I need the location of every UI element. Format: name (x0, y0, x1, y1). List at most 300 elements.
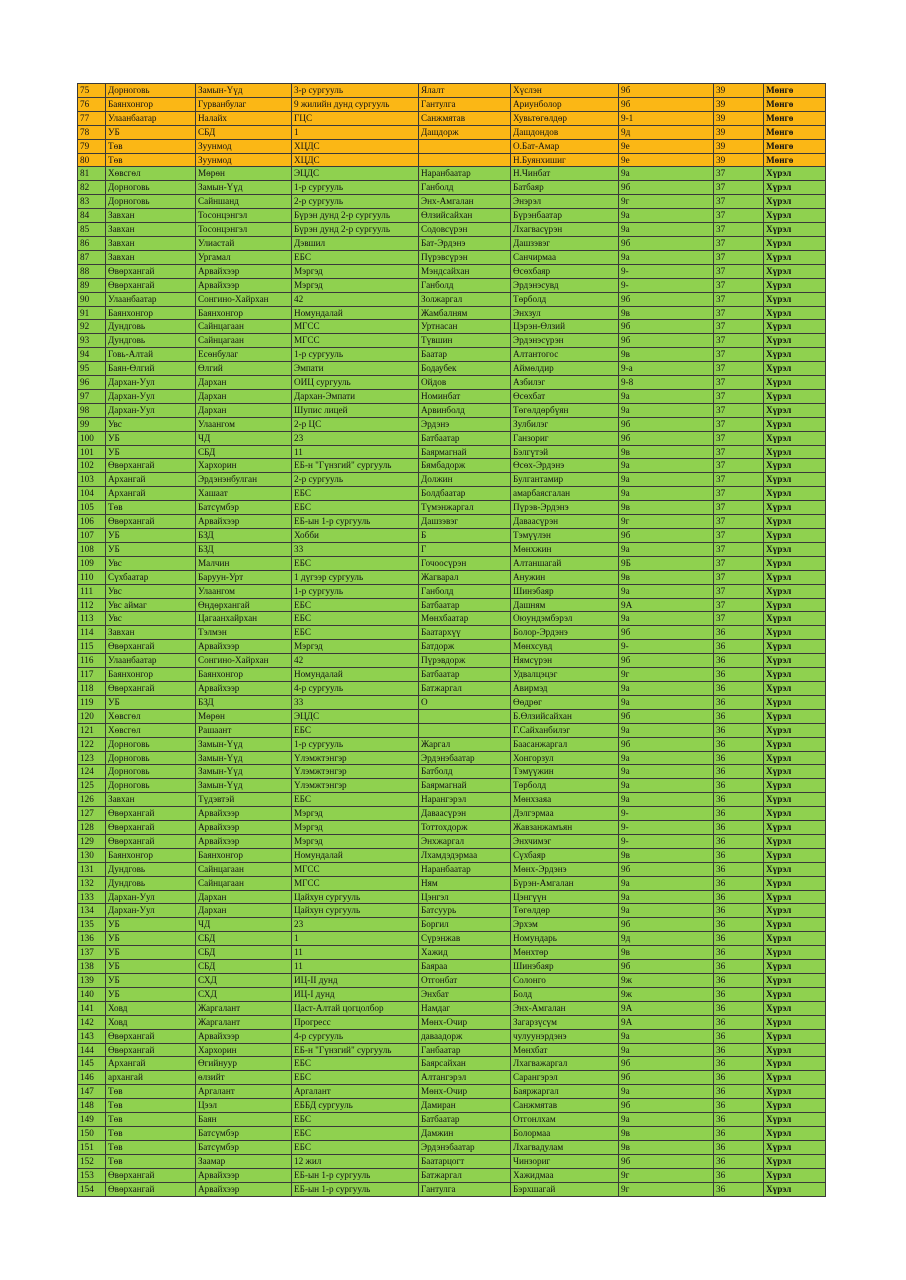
class-cell: 9б (619, 709, 714, 723)
score-cell: 36 (714, 834, 764, 848)
school-cell: 1-р сургууль (292, 181, 419, 195)
table-row (78, 84, 826, 98)
score-cell: 37 (714, 236, 764, 250)
class-cell: 9- (619, 834, 714, 848)
score-cell: 36 (714, 974, 764, 988)
school-cell: ЕБ-ын 1-р сургууль (292, 1168, 419, 1182)
province-cell: УБ (106, 946, 196, 960)
medal-cell: Хүрэл (764, 890, 826, 904)
student-name-cell: Бэлгүтэй (511, 445, 619, 459)
medal-cell: Хүрэл (764, 848, 826, 862)
student-name-cell: Дашням (511, 598, 619, 612)
father-name-cell: Дамиран (419, 1099, 511, 1113)
medal-cell: Мөнгө (764, 139, 826, 153)
rank-cell: 115 (78, 640, 106, 654)
province-cell: Өвөрхангай (106, 807, 196, 821)
father-name-cell: Эрдэнэ (419, 417, 511, 431)
rank-cell: 123 (78, 751, 106, 765)
class-cell: 9б (619, 1071, 714, 1085)
student-name-cell: Алтантогос (511, 348, 619, 362)
school-cell: Мэргэд (292, 821, 419, 835)
class-cell: 9в (619, 348, 714, 362)
student-name-cell: Аймөлдир (511, 362, 619, 376)
father-name-cell: Баатарцогт (419, 1154, 511, 1168)
province-cell: Архангай (106, 487, 196, 501)
rank-cell: 114 (78, 626, 106, 640)
medal-cell: Хүрэл (764, 1168, 826, 1182)
score-cell: 36 (714, 807, 764, 821)
class-cell: 9в (619, 445, 714, 459)
father-name-cell: Баатар (419, 348, 511, 362)
school-cell: Мэргэд (292, 264, 419, 278)
province-cell: Дорноговь (106, 181, 196, 195)
medal-cell: Хүрэл (764, 529, 826, 543)
district-cell: СХД (196, 987, 292, 1001)
province-cell: Завхан (106, 223, 196, 237)
score-cell: 37 (714, 431, 764, 445)
rank-cell: 152 (78, 1154, 106, 1168)
score-cell: 36 (714, 918, 764, 932)
school-cell: ЕБС (292, 1057, 419, 1071)
province-cell: УБ (106, 542, 196, 556)
class-cell: 9б (619, 529, 714, 543)
school-cell: МГСС (292, 334, 419, 348)
table-row (78, 876, 826, 890)
school-cell: 11 (292, 960, 419, 974)
father-name-cell: Гантулга (419, 97, 511, 111)
table-row (78, 417, 826, 431)
father-name-cell: даваадорж (419, 1029, 511, 1043)
district-cell: Арвайхээр (196, 834, 292, 848)
province-cell: Увс (106, 556, 196, 570)
rank-cell: 137 (78, 946, 106, 960)
father-name-cell: Батбаатар (419, 598, 511, 612)
table-row (78, 167, 826, 181)
table-row (78, 209, 826, 223)
school-cell: Мэргэд (292, 807, 419, 821)
class-cell: 9- (619, 264, 714, 278)
medal-cell: Хүрэл (764, 236, 826, 250)
rank-cell: 125 (78, 779, 106, 793)
student-name-cell: Пүрэв-Эрдэнэ (511, 501, 619, 515)
table-row (78, 306, 826, 320)
district-cell: Хархорин (196, 459, 292, 473)
rank-cell: 87 (78, 250, 106, 264)
table-row (78, 751, 826, 765)
rank-cell: 75 (78, 84, 106, 98)
school-cell: Номундалай (292, 668, 419, 682)
score-cell: 36 (714, 1043, 764, 1057)
student-name-cell: Эрдэнэсүрэн (511, 334, 619, 348)
rank-cell: 117 (78, 668, 106, 682)
province-cell: Өвөрхангай (106, 515, 196, 529)
class-cell: 9а (619, 1085, 714, 1099)
student-name-cell: Төрболд (511, 292, 619, 306)
class-cell: 9б (619, 737, 714, 751)
rank-cell: 92 (78, 320, 106, 334)
table-row (78, 1099, 826, 1113)
rank-cell: 93 (78, 334, 106, 348)
school-cell: 23 (292, 918, 419, 932)
medal-cell: Хүрэл (764, 654, 826, 668)
district-cell: Замын-Үүд (196, 751, 292, 765)
father-name-cell: Пүрэвдорж (419, 654, 511, 668)
medal-cell: Хүрэл (764, 223, 826, 237)
score-cell: 36 (714, 932, 764, 946)
father-name-cell: Даваасүрэн (419, 807, 511, 821)
district-cell: Жаргалант (196, 1015, 292, 1029)
medal-cell: Хүрэл (764, 946, 826, 960)
score-cell: 37 (714, 334, 764, 348)
class-cell: 9б (619, 292, 714, 306)
student-name-cell: Цэнгүүн (511, 890, 619, 904)
table-row (78, 153, 826, 167)
medal-cell: Хүрэл (764, 278, 826, 292)
table-row (78, 974, 826, 988)
school-cell: Цаст-Алтай цогцолбор (292, 1001, 419, 1015)
score-cell: 36 (714, 1071, 764, 1085)
medal-cell: Хүрэл (764, 1140, 826, 1154)
rank-cell: 79 (78, 139, 106, 153)
class-cell: 9в (619, 946, 714, 960)
table-row (78, 904, 826, 918)
table-row (78, 807, 826, 821)
class-cell: 9а (619, 167, 714, 181)
table-row (78, 862, 826, 876)
father-name-cell: Содовсүрэн (419, 223, 511, 237)
score-cell: 37 (714, 612, 764, 626)
table-row (78, 320, 826, 334)
student-name-cell: Баяржаргал (511, 1085, 619, 1099)
district-cell: Арвайхээр (196, 640, 292, 654)
father-name-cell: Энх-Амгалан (419, 195, 511, 209)
school-cell: Хобби (292, 529, 419, 543)
student-name-cell: Төгөлдөрбүян (511, 403, 619, 417)
father-name-cell: Пүрэвсүрэн (419, 250, 511, 264)
class-cell: 9А (619, 1015, 714, 1029)
school-cell: Эмпати (292, 362, 419, 376)
school-cell: ЕБС (292, 1140, 419, 1154)
table-row (78, 1168, 826, 1182)
district-cell: Улаангом (196, 584, 292, 598)
province-cell: Баян-Өлгий (106, 362, 196, 376)
district-cell: Өндөрхангай (196, 598, 292, 612)
medal-cell: Хүрэл (764, 1126, 826, 1140)
province-cell: Өвөрхангай (106, 834, 196, 848)
father-name-cell: Лхамдэдэрмаа (419, 848, 511, 862)
district-cell: Дархан (196, 890, 292, 904)
district-cell: Дархан (196, 403, 292, 417)
father-name-cell: Эрдэнэбаатар (419, 1140, 511, 1154)
medal-cell: Хүрэл (764, 904, 826, 918)
student-name-cell: Өсөхбат (511, 389, 619, 403)
rank-cell: 89 (78, 278, 106, 292)
medal-cell: Мөнгө (764, 125, 826, 139)
rank-cell: 110 (78, 570, 106, 584)
district-cell: Эрдэнэнбулган (196, 473, 292, 487)
province-cell: Дорноговь (106, 195, 196, 209)
rank-cell: 88 (78, 264, 106, 278)
student-name-cell: Болормаа (511, 1126, 619, 1140)
table-row (78, 431, 826, 445)
province-cell: Архангай (106, 1057, 196, 1071)
medal-cell: Хүрэл (764, 737, 826, 751)
father-name-cell: Дашзэвэг (419, 515, 511, 529)
class-cell: 9а (619, 250, 714, 264)
table-row (78, 848, 826, 862)
district-cell: Есөнбулаг (196, 348, 292, 362)
province-cell: УБ (106, 960, 196, 974)
medal-cell: Мөнгө (764, 97, 826, 111)
class-cell: 9в (619, 306, 714, 320)
score-cell: 36 (714, 821, 764, 835)
score-cell: 37 (714, 181, 764, 195)
class-cell: 9- (619, 278, 714, 292)
rank-cell: 78 (78, 125, 106, 139)
score-cell: 36 (714, 862, 764, 876)
rank-cell: 111 (78, 584, 106, 598)
medal-cell: Хүрэл (764, 292, 826, 306)
class-cell: 9а (619, 223, 714, 237)
table-row (78, 278, 826, 292)
school-cell: МГСС (292, 876, 419, 890)
district-cell: Хашаат (196, 487, 292, 501)
score-cell: 37 (714, 542, 764, 556)
class-cell: 9а (619, 876, 714, 890)
class-cell: 9б (619, 626, 714, 640)
score-cell: 39 (714, 97, 764, 111)
student-name-cell: Энэрэл (511, 195, 619, 209)
school-cell: Мэргэд (292, 278, 419, 292)
rank-cell: 113 (78, 612, 106, 626)
table-row (78, 556, 826, 570)
school-cell: Бүрэн дунд 2-р сургууль (292, 223, 419, 237)
student-name-cell: Бэрхшагай (511, 1182, 619, 1196)
father-name-cell: Мэндсайхан (419, 264, 511, 278)
district-cell: Рашаант (196, 723, 292, 737)
class-cell: 9- (619, 821, 714, 835)
class-cell: 9б (619, 431, 714, 445)
district-cell: Мөрөн (196, 167, 292, 181)
student-name-cell: Лхагвасүрэн (511, 223, 619, 237)
province-cell: Өвөрхангай (106, 681, 196, 695)
class-cell: 9а (619, 904, 714, 918)
class-cell: 9-8 (619, 376, 714, 390)
class-cell: 9г (619, 1182, 714, 1196)
medal-cell: Хүрэл (764, 389, 826, 403)
district-cell: Малчин (196, 556, 292, 570)
father-name-cell: Энхжаргал (419, 834, 511, 848)
medal-cell: Хүрэл (764, 1015, 826, 1029)
medal-cell: Хүрэл (764, 932, 826, 946)
medal-cell: Хүрэл (764, 584, 826, 598)
score-cell: 37 (714, 376, 764, 390)
province-cell: Төв (106, 153, 196, 167)
province-cell: Дорноговь (106, 751, 196, 765)
score-cell: 36 (714, 876, 764, 890)
father-name-cell: Номинбат (419, 389, 511, 403)
table-row (78, 542, 826, 556)
student-name-cell: Батбаяр (511, 181, 619, 195)
student-name-cell: Мөнхтөр (511, 946, 619, 960)
father-name-cell: Мөнхбаатар (419, 612, 511, 626)
district-cell: өлзийт (196, 1071, 292, 1085)
class-cell: 9- (619, 807, 714, 821)
rank-cell: 153 (78, 1168, 106, 1182)
table-row (78, 737, 826, 751)
class-cell: 9А (619, 598, 714, 612)
score-cell: 37 (714, 167, 764, 181)
table-row (78, 139, 826, 153)
school-cell: ЭЦДС (292, 167, 419, 181)
province-cell: Дорноговь (106, 84, 196, 98)
class-cell: 9а (619, 890, 714, 904)
province-cell: Өвөрхангай (106, 1029, 196, 1043)
province-cell: УБ (106, 431, 196, 445)
student-name-cell: Сарангэрэл (511, 1071, 619, 1085)
rank-cell: 120 (78, 709, 106, 723)
medal-cell: Хүрэл (764, 348, 826, 362)
province-cell: Дархан-Уул (106, 389, 196, 403)
class-cell: 9б (619, 84, 714, 98)
father-name-cell: Бямбадорж (419, 459, 511, 473)
table-row (78, 1029, 826, 1043)
student-name-cell: Лхагвадулам (511, 1140, 619, 1154)
school-cell: Номундалай (292, 848, 419, 862)
student-name-cell: Өсөхбаяр (511, 264, 619, 278)
score-cell: 37 (714, 320, 764, 334)
province-cell: Увс (106, 417, 196, 431)
results-table (77, 83, 826, 1197)
rank-cell: 109 (78, 556, 106, 570)
medal-cell: Хүрэл (764, 681, 826, 695)
district-cell: Баруун-Урт (196, 570, 292, 584)
school-cell: ЕБ-н "Гүнзгий" сургууль (292, 459, 419, 473)
student-name-cell: Г.Сайханбилэг (511, 723, 619, 737)
student-name-cell: Тэмүүлэн (511, 529, 619, 543)
district-cell: Баянхонгор (196, 306, 292, 320)
student-name-cell: чулуунэрдэнэ (511, 1029, 619, 1043)
father-name-cell: Жамбалням (419, 306, 511, 320)
class-cell: 9д (619, 125, 714, 139)
province-cell: Ховд (106, 1015, 196, 1029)
medal-cell: Хүрэл (764, 821, 826, 835)
school-cell: 1-р сургууль (292, 348, 419, 362)
province-cell: Баянхонгор (106, 97, 196, 111)
student-name-cell: Баасанжаргал (511, 737, 619, 751)
medal-cell: Хүрэл (764, 445, 826, 459)
class-cell: 9в (619, 848, 714, 862)
school-cell: ЕБС (292, 626, 419, 640)
school-cell: 11 (292, 946, 419, 960)
class-cell: 9а (619, 1113, 714, 1127)
score-cell: 36 (714, 1113, 764, 1127)
father-name-cell: Ойдов (419, 376, 511, 390)
district-cell: Сайнцагаан (196, 334, 292, 348)
province-cell: УБ (106, 125, 196, 139)
district-cell: СХД (196, 974, 292, 988)
table-row (78, 765, 826, 779)
table-row (78, 668, 826, 682)
province-cell: Завхан (106, 209, 196, 223)
district-cell: Арвайхээр (196, 264, 292, 278)
student-name-cell: Дашзэвэг (511, 236, 619, 250)
school-cell: ЭЦДС (292, 709, 419, 723)
student-name-cell: Мөнхбат (511, 1043, 619, 1057)
class-cell: 9а (619, 681, 714, 695)
student-name-cell: Өөдрөг (511, 695, 619, 709)
rank-cell: 132 (78, 876, 106, 890)
medal-cell: Хүрэл (764, 960, 826, 974)
province-cell: Дундговь (106, 334, 196, 348)
father-name-cell: Баярмагнай (419, 779, 511, 793)
rank-cell: 154 (78, 1182, 106, 1196)
student-name-cell: Хажидмаа (511, 1168, 619, 1182)
father-name-cell: Уртнасан (419, 320, 511, 334)
school-cell: Дархан-Эмпати (292, 389, 419, 403)
district-cell: Арвайхээр (196, 278, 292, 292)
province-cell: Ховд (106, 1001, 196, 1015)
student-name-cell: Өсөх-Эрдэнэ (511, 459, 619, 473)
province-cell: УБ (106, 695, 196, 709)
rank-cell: 150 (78, 1126, 106, 1140)
score-cell: 39 (714, 111, 764, 125)
student-name-cell: Анужин (511, 570, 619, 584)
medal-cell: Хүрэл (764, 779, 826, 793)
province-cell: Дорноговь (106, 765, 196, 779)
father-name-cell: Наранбаатар (419, 862, 511, 876)
father-name-cell: Батболд (419, 765, 511, 779)
district-cell: Аргалант (196, 1085, 292, 1099)
score-cell: 37 (714, 556, 764, 570)
rank-cell: 97 (78, 389, 106, 403)
class-cell: 9г (619, 1168, 714, 1182)
school-cell: Шупис лицей (292, 403, 419, 417)
medal-cell: Хүрэл (764, 876, 826, 890)
rank-cell: 146 (78, 1071, 106, 1085)
school-cell: ЕБС (292, 723, 419, 737)
province-cell: Завхан (106, 793, 196, 807)
district-cell: ЧД (196, 431, 292, 445)
district-cell: Заамар (196, 1154, 292, 1168)
father-name-cell: Ганболд (419, 278, 511, 292)
rank-cell: 142 (78, 1015, 106, 1029)
father-name-cell: Ганбаатар (419, 1043, 511, 1057)
student-name-cell: Болд (511, 987, 619, 1001)
class-cell: 9а (619, 723, 714, 737)
rank-cell: 143 (78, 1029, 106, 1043)
province-cell: Увс (106, 584, 196, 598)
medal-cell: Хүрэл (764, 793, 826, 807)
father-name-cell: Нарангэрэл (419, 793, 511, 807)
medal-cell: Хүрэл (764, 209, 826, 223)
father-name-cell: Жаргал (419, 737, 511, 751)
score-cell: 36 (714, 626, 764, 640)
rank-cell: 102 (78, 459, 106, 473)
father-name-cell: Отгонбат (419, 974, 511, 988)
student-name-cell: Авирмэд (511, 681, 619, 695)
rank-cell: 86 (78, 236, 106, 250)
score-cell: 37 (714, 223, 764, 237)
school-cell: 2-р сургууль (292, 473, 419, 487)
district-cell: Замын-Үүд (196, 181, 292, 195)
table-row (78, 97, 826, 111)
score-cell: 36 (714, 1099, 764, 1113)
father-name-cell: Түвшин (419, 334, 511, 348)
medal-cell: Хүрэл (764, 1043, 826, 1057)
district-cell: Сонгино-Хайрхан (196, 654, 292, 668)
student-name-cell: Мөнх-Эрдэнэ (511, 862, 619, 876)
